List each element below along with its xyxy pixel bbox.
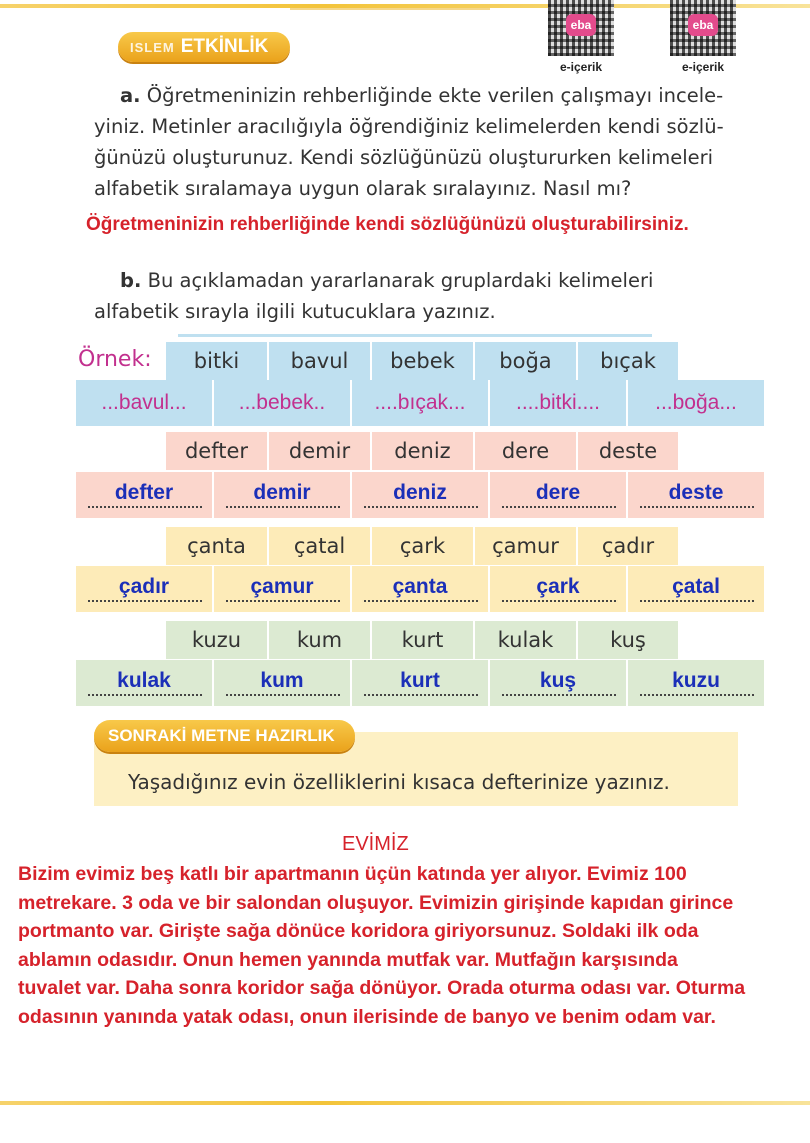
answer-cell[interactable] [214,566,352,612]
answer-cell[interactable]: ....bitki.... [490,380,628,426]
answer-cell[interactable]: ...boğa... [628,380,764,426]
word-cell: çanta [166,527,269,565]
dotted-line [364,600,478,602]
dotted-line [226,694,340,696]
essay-line: portmanto var. Girişte sağa dönüce koridora giriyorsunuz. Soldaki ilk oda [18,920,699,942]
word-cell: deniz [372,432,475,470]
word-cell: kuş [578,621,678,659]
word-row-2 [166,432,678,470]
answer-row-4 [76,660,764,706]
word-cell: kulak [475,621,578,659]
answer-cell[interactable]: ...bebek.. [214,380,352,426]
essay-line: tuvalet var. Daha sonra koridor sağa dönüyor. Orada oturma odası var. Oturma [18,977,746,999]
decor-line [178,334,652,337]
part-a-line-3: ğünüzü oluşturunuz. Kendi sözlüğünüzü oluştururken kelimeleri [94,146,714,169]
part-b-letter: b. [120,269,142,292]
part-b-text-1: Bu açıklamadan yararlanarak gruplardaki kelimeleri [147,269,654,292]
part-b-line-2: alfabetik sırayla ilgili kutucuklara yazınız. [94,300,496,323]
qr-code-1[interactable] [548,0,614,56]
part-a-letter: a. [120,84,141,107]
answer-cell[interactable]: ....bıçak... [352,380,490,426]
essay-line: Bizim evimiz beş katlı bir apartmanın üçün katında yer alıyor. Evimiz 100 [18,863,687,885]
answer-cell[interactable] [214,472,352,518]
answer-cell[interactable] [628,472,764,518]
part-a-line-1 [120,80,723,111]
part-a-line-2: yiniz. Metinler aracılığıyla öğrendiğiniz kelimelerden kendi sözlü- [94,115,724,138]
answer-cell[interactable]: ...bavul... [76,380,214,426]
answer-text: defter [114,481,174,504]
word-cell: bebek [372,342,475,380]
qr-label-1: e-içerik [559,60,603,74]
word-cell: kuzu [166,621,269,659]
answer-cell[interactable] [76,566,214,612]
answer-text: demir [253,481,311,504]
answer-cell[interactable] [214,660,352,706]
answer-text: kuzu [672,669,720,692]
answer-cell[interactable] [352,566,490,612]
word-cell: çadır [578,527,678,565]
preparation-badge: SONRAKİ METNE HAZIRLIK [94,720,355,752]
word-cell: bıçak [578,342,678,380]
eba-logo-icon: eba [566,14,596,36]
answer-text: kuş [539,669,577,692]
answer-cell[interactable] [490,566,628,612]
answer-text: çatal [672,575,720,598]
word-cell: çark [372,527,475,565]
answer-text: kum [260,669,304,692]
dotted-line [502,600,616,602]
answer-cell[interactable] [628,566,764,612]
dotted-line [640,694,754,696]
essay-title: EVİMİZ [342,833,409,855]
answer-text: deniz [393,481,447,504]
answer-text: çamur [250,575,314,598]
badge-prefix: ISLEM [130,40,175,55]
answer-cell[interactable] [628,660,764,706]
word-cell: deste [578,432,678,470]
word-cell: defter [166,432,269,470]
essay-line: metrekare. 3 oda ve bir salondan oluşuyor. Evimizin girişinde kapıdan girince [18,891,734,914]
part-a-line-4: alfabetik sıralamaya uygun olarak sıralayınız. Nasıl mı? [94,177,632,200]
answer-row-2 [76,472,764,518]
answer-text: çark [536,575,580,598]
dotted-line [88,506,202,508]
activity-badge [118,32,290,62]
bottom-decor-line [0,1101,810,1105]
badge-label: ETKİNLİK [180,36,269,57]
qr-code-2[interactable] [670,0,736,56]
word-cell: çatal [269,527,372,565]
dotted-line [226,600,340,602]
dotted-line [640,600,754,602]
word-cell: boğa [475,342,578,380]
answer-row-1 [76,380,764,426]
answer-text: çanta [392,575,448,598]
dotted-line [226,506,340,508]
dotted-line [640,506,754,508]
answer-text: kurt [400,669,440,692]
word-cell: bavul [269,342,372,380]
answer-cell[interactable] [490,660,628,706]
dotted-line [502,694,616,696]
word-row-1 [166,342,678,380]
part-b-line-1 [120,265,653,296]
word-cell: dere [475,432,578,470]
top-decor-line-accent [290,8,490,10]
word-cell: kurt [372,621,475,659]
word-cell: bitki [166,342,269,380]
word-cell: kum [269,621,372,659]
answer-cell[interactable] [490,472,628,518]
answer-text: çadır [118,575,170,598]
word-row-4 [166,621,678,659]
answer-cell[interactable] [76,472,214,518]
eba-logo-icon: eba [688,14,718,36]
answer-cell[interactable] [352,472,490,518]
example-label: Örnek: [78,347,152,372]
answer-cell[interactable] [352,660,490,706]
word-cell: çamur [475,527,578,565]
dotted-line [364,694,478,696]
part-a-answer: Öğretmeninizin rehberliğinde kendi sözlüğünüzü oluşturabilirsiniz. [86,214,689,235]
dotted-line [88,694,202,696]
qr-label-2: e-içerik [681,60,725,74]
answer-text: kulak [117,669,171,692]
dotted-line [88,600,202,602]
essay-body [18,860,798,1031]
answer-cell[interactable] [76,660,214,706]
dotted-line [502,506,616,508]
answer-text: dere [535,481,581,504]
essay-line: ablamın odasıdır. Onun hemen yanında mutfak var. Mutfağın karşısında [18,948,678,971]
dotted-line [364,506,478,508]
answer-text: deste [668,481,724,504]
word-row-3 [166,527,678,565]
answer-row-3 [76,566,764,612]
word-cell: demir [269,432,372,470]
essay-line: odasının yanında yatak odası, onun ilerisinde de banyo ve benim odam var. [18,1005,716,1028]
part-a-text-1: Öğretmeninizin rehberliğinde ekte verilen çalışmayı incele- [146,84,724,107]
preparation-text: Yaşadığınız evin özelliklerini kısaca defterinize yazınız. [128,770,670,794]
